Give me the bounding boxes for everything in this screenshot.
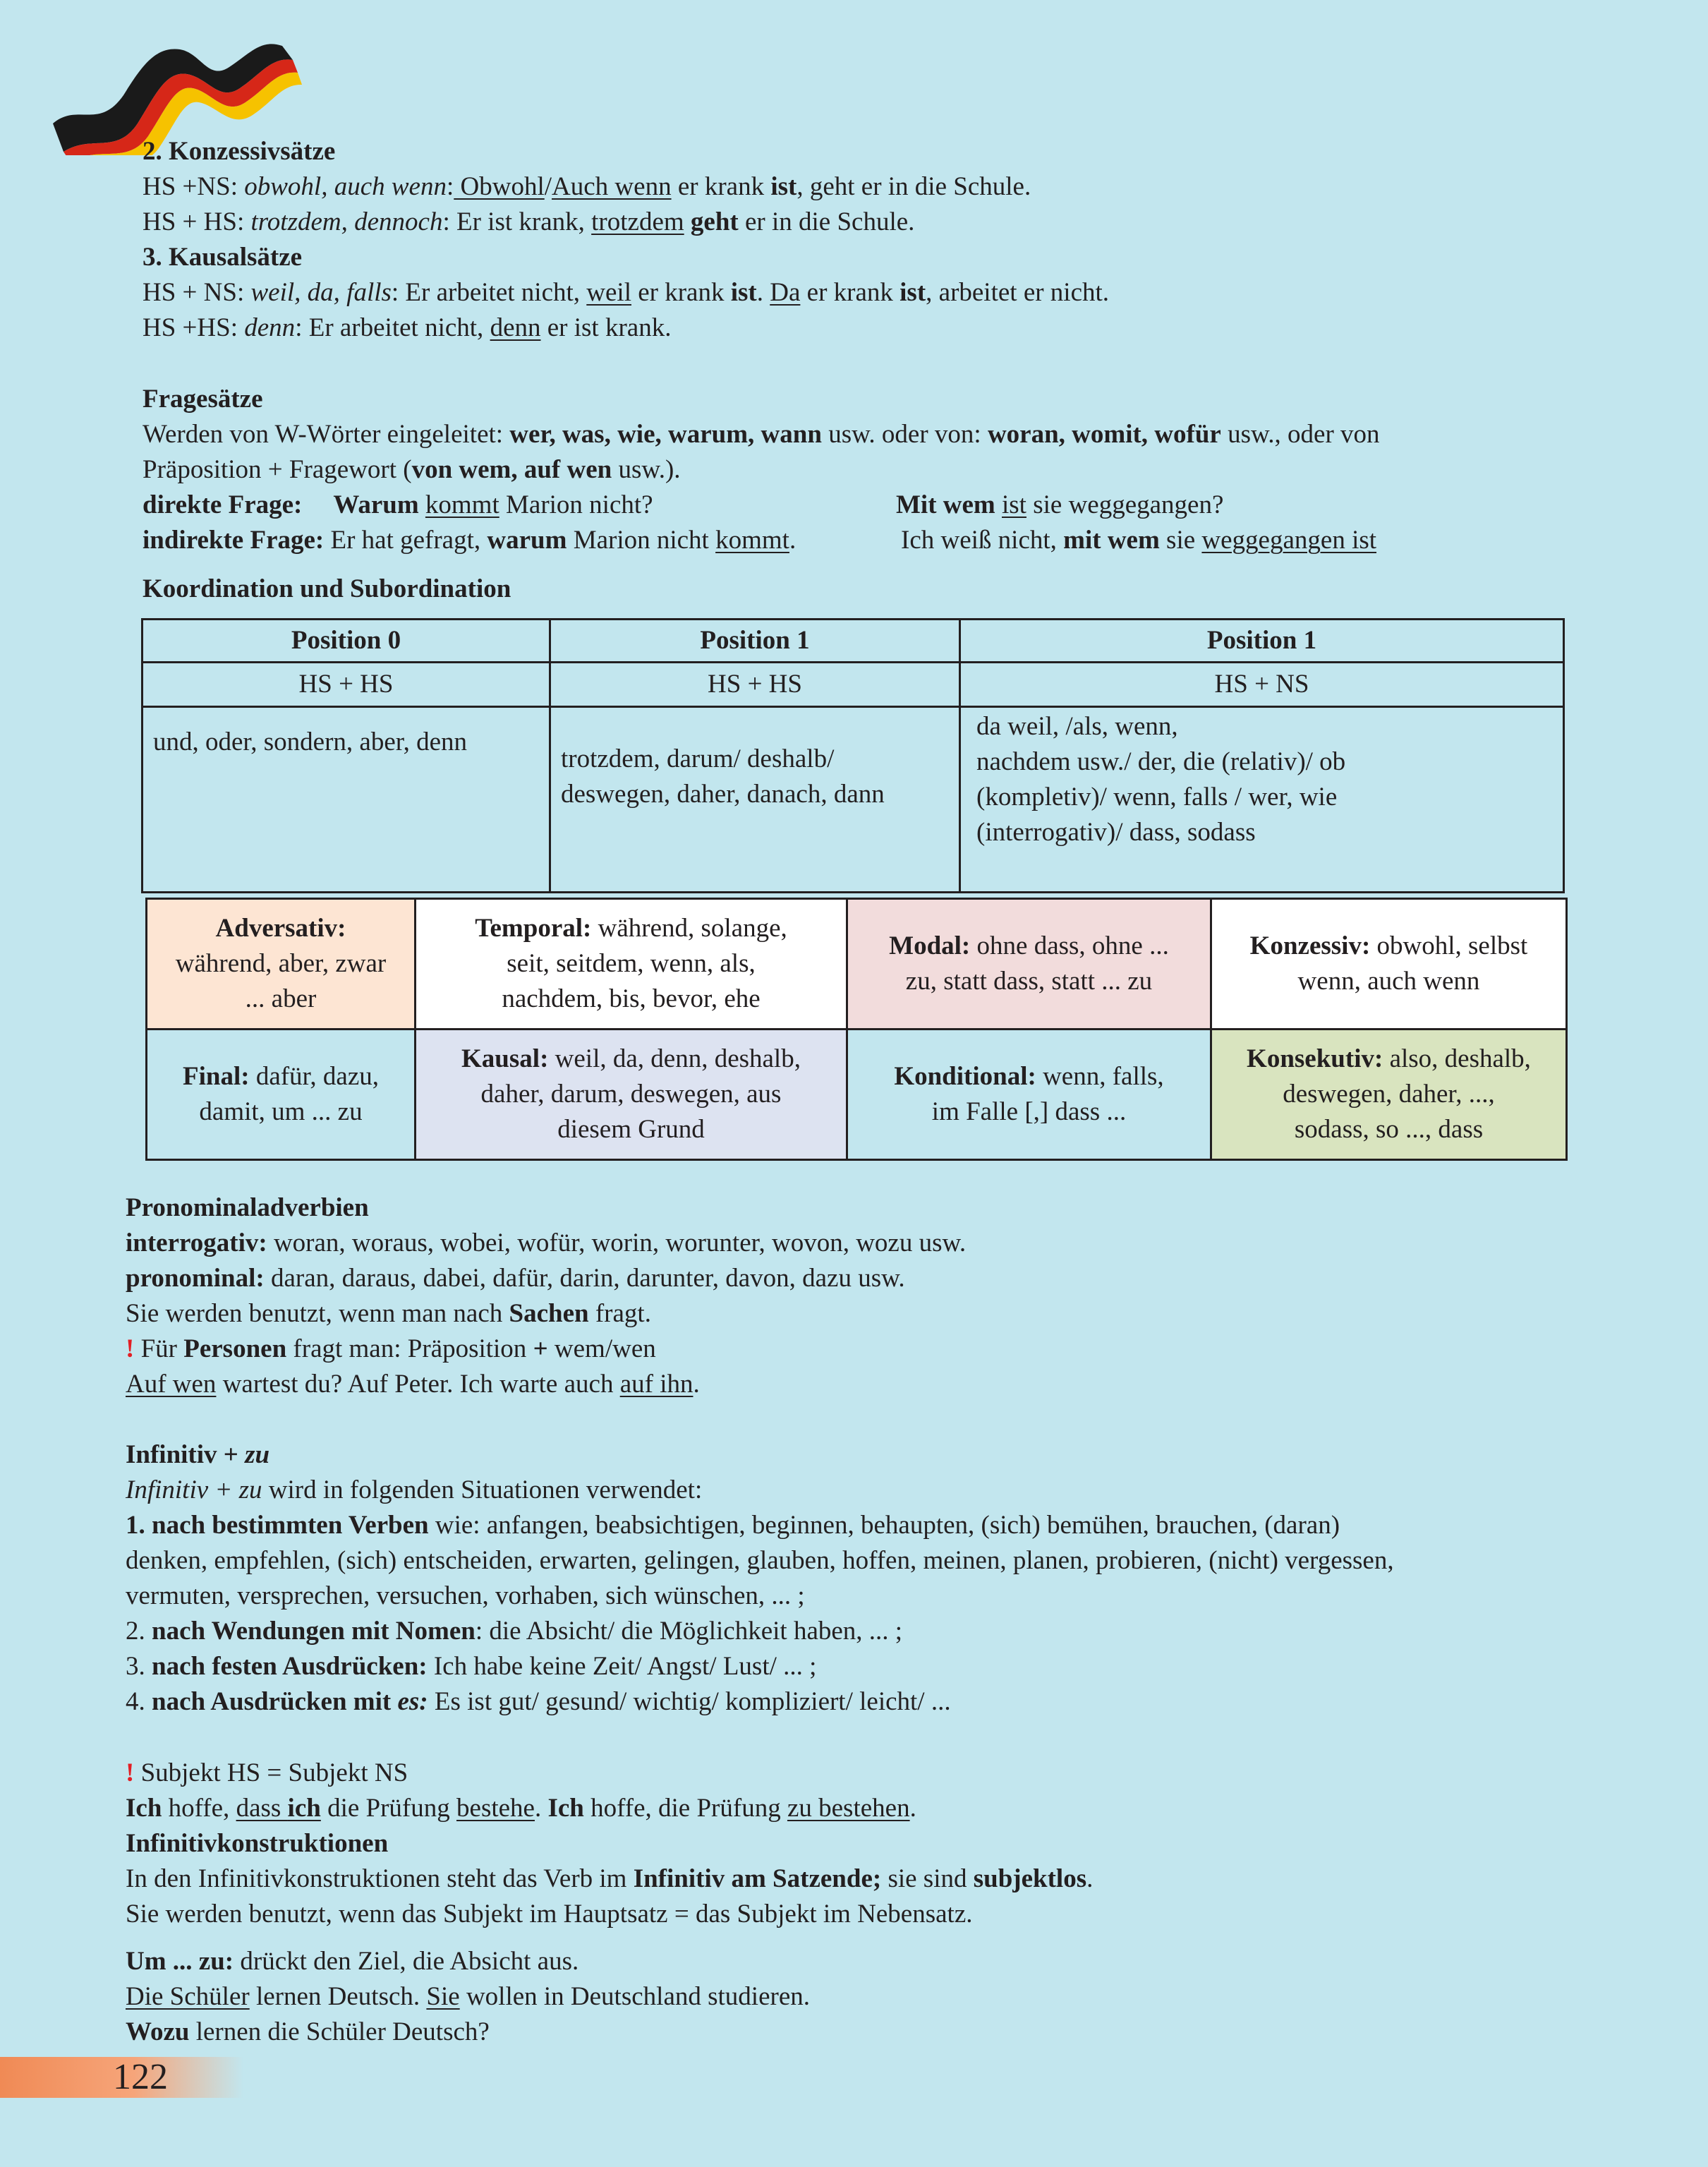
pronominal-line-2: pronominal: daran, daraus, dabei, dafür, darin, darunter, davon, dazu usw. — [126, 1264, 905, 1293]
cell-position-1-hs: trotzdem, darum/ deshalb/ deswegen, daher, danach, dann — [550, 707, 960, 893]
table-subheader-row — [143, 663, 1564, 707]
konzessiv-line-1: HS +NS: obwohl, auch wenn: Obwohl/Auch wenn er krank ist, geht er in die Schule. — [143, 172, 1031, 201]
header-cell: Position 0 — [143, 620, 550, 663]
exclamation-icon: ! — [126, 1334, 135, 1363]
infinitiv-line-3: denken, empfehlen, (sich) entscheiden, erwarten, gelingen, glauben, hoffen, meinen, planen, probieren, (nicht) vergessen, — [126, 1546, 1394, 1575]
indirekte-frage-example-2: Ich weiß nicht, mit wem sie weggegangen ist — [901, 526, 1377, 555]
kausal-heading: 3. Kausalsätze — [143, 243, 303, 272]
kausal-line-1: HS + NS: weil, da, falls: Er arbeitet nicht, weil er krank ist. Da er krank ist, arbeitet er nicht. — [143, 278, 1110, 307]
table-row — [147, 1030, 1567, 1160]
cell-position-1-ns: da weil, /als, wenn, nachdem usw./ der, die (relativ)/ ob (kompletiv)/ wenn, falls / wer, wie (interrogativ)/ dass, sodass — [960, 707, 1564, 893]
pronominal-line-1: interrogativ: woran, woraus, wobei, wofür, worin, worunter, wovon, wozu usw. — [126, 1229, 967, 1257]
exclamation-icon: ! — [126, 1758, 135, 1787]
direkte-frage-line: direkte Frage: Warum kommt Marion nicht? — [143, 490, 653, 519]
kausal-line-2: HS +HS: denn: Er arbeitet nicht, denn er ist krank. — [143, 313, 672, 342]
cell-konsekutiv: Konsekutiv: also, deshalb, deswegen, daher, ..., sodass, so ..., dass — [1211, 1030, 1567, 1160]
direkte-frage-example-2: Mit wem ist sie weggegangen? — [896, 490, 1224, 519]
cell-final: Final: dafür, dazu, damit, um ... zu — [147, 1030, 416, 1160]
pronominal-line-4: ! Für Personen fragt man: Präposition + wem/wen — [126, 1334, 656, 1363]
konstruktionen-line-5: Wozu lernen die Schüler Deutsch? — [126, 2017, 490, 2046]
fragesaetze-heading: Fragesätze — [143, 385, 263, 414]
cell-konditional: Konditional: wenn, falls, im Falle [,] dass ... — [847, 1030, 1211, 1160]
konstruktionen-line-4: Die Schüler lernen Deutsch. Sie wollen in Deutschland studieren. — [126, 1982, 810, 2011]
header-cell: Position 1 — [550, 620, 960, 663]
cell-konzessiv: Konzessiv: obwohl, selbst wenn, auch wenn — [1211, 899, 1567, 1030]
konstruktionen-line-3: Um ... zu: drückt den Ziel, die Absicht aus. — [126, 1947, 579, 1976]
header-cell: Position 1 — [960, 620, 1564, 663]
konzessiv-line-2: HS + HS: trotzdem, dennoch: Er ist krank, trotzdem geht er in die Schule. — [143, 207, 915, 236]
pronominal-line-5: Auf wen wartest du? Auf Peter. Ich warte auch auf ihn. — [126, 1370, 700, 1399]
konstruktionen-line-2: Sie werden benutzt, wenn das Subjekt im Hauptsatz = das Subjekt im Nebensatz. — [126, 1900, 973, 1928]
koordination-heading: Koordination und Subordination — [143, 574, 511, 603]
cell-modal: Modal: ohne dass, ohne ... zu, statt dass, statt ... zu — [847, 899, 1211, 1030]
page-number: 122 — [113, 2057, 168, 2097]
infinitiv-line-2: 1. nach bestimmten Verben wie: anfangen, beabsichtigen, beginnen, behaupten, (sich) bemühen, brauchen, (daran) — [126, 1511, 1340, 1540]
infinitiv-heading: Infinitiv + zu — [126, 1440, 270, 1469]
page-number-bar — [0, 2057, 243, 2098]
infinitiv-line-1: Infinitiv + zu wird in folgenden Situationen verwendet: — [126, 1475, 703, 1504]
table-header-row — [143, 620, 1564, 663]
connectors-table — [145, 898, 1568, 1161]
cell-temporal: Temporal: während, solange, seit, seitdem, wenn, als, nachdem, bis, bevor, ehe — [416, 899, 847, 1030]
koordination-table — [141, 618, 1565, 893]
fragesaetze-line-2: Präposition + Fragewort (von wem, auf wen usw.). — [143, 455, 681, 484]
infinitiv-line-5: 2. nach Wendungen mit Nomen: die Absicht/ die Möglichkeit haben, ... ; — [126, 1617, 903, 1646]
infinitiv-example: Ich hoffe, dass ich die Prüfung bestehe. Ich hoffe, die Prüfung zu bestehen. — [126, 1794, 916, 1823]
konstruktionen-line-1: In den Infinitivkonstruktionen steht das Verb im Infinitiv am Satzende; sie sind subjektlos. — [126, 1864, 1094, 1893]
subheader-cell: HS + HS — [143, 663, 550, 707]
table-row — [143, 707, 1564, 893]
indirekte-frage-line: indirekte Frage: Er hat gefragt, warum Marion nicht kommt. — [143, 526, 797, 555]
cell-kausal: Kausal: weil, da, denn, deshalb, daher, darum, deswegen, aus diesem Grund — [416, 1030, 847, 1160]
cell-adversativ: Adversativ: während, aber, zwar ... aber — [147, 899, 416, 1030]
subheader-cell: HS + HS — [550, 663, 960, 707]
infinitiv-line-6: 3. nach festen Ausdrücken: Ich habe keine Zeit/ Angst/ Lust/ ... ; — [126, 1652, 817, 1681]
subjekt-note: ! Subjekt HS = Subjekt NS — [126, 1758, 408, 1787]
pronominal-heading: Pronominaladverbien — [126, 1193, 369, 1222]
cell-position-0: und, oder, sondern, aber, denn — [143, 707, 550, 893]
infinitiv-line-7: 4. nach Ausdrücken mit es: Es ist gut/ gesund/ wichtig/ kompliziert/ leicht/ ... — [126, 1687, 951, 1716]
table-row — [147, 899, 1567, 1030]
pronominal-line-3: Sie werden benutzt, wenn man nach Sachen fragt. — [126, 1299, 651, 1328]
infinitiv-line-4: vermuten, versprechen, versuchen, vorhaben, sich wünschen, ... ; — [126, 1581, 805, 1610]
subheader-cell: HS + NS — [960, 663, 1564, 707]
fragesaetze-line-1: Werden von W-Wörter eingeleitet: wer, was, wie, warum, wann usw. oder von: woran, womit, wofür usw., oder von — [143, 420, 1380, 449]
konzessiv-heading: 2. Konzessivsätze — [143, 137, 336, 166]
konstruktionen-heading: Infinitivkonstruktionen — [126, 1829, 389, 1858]
